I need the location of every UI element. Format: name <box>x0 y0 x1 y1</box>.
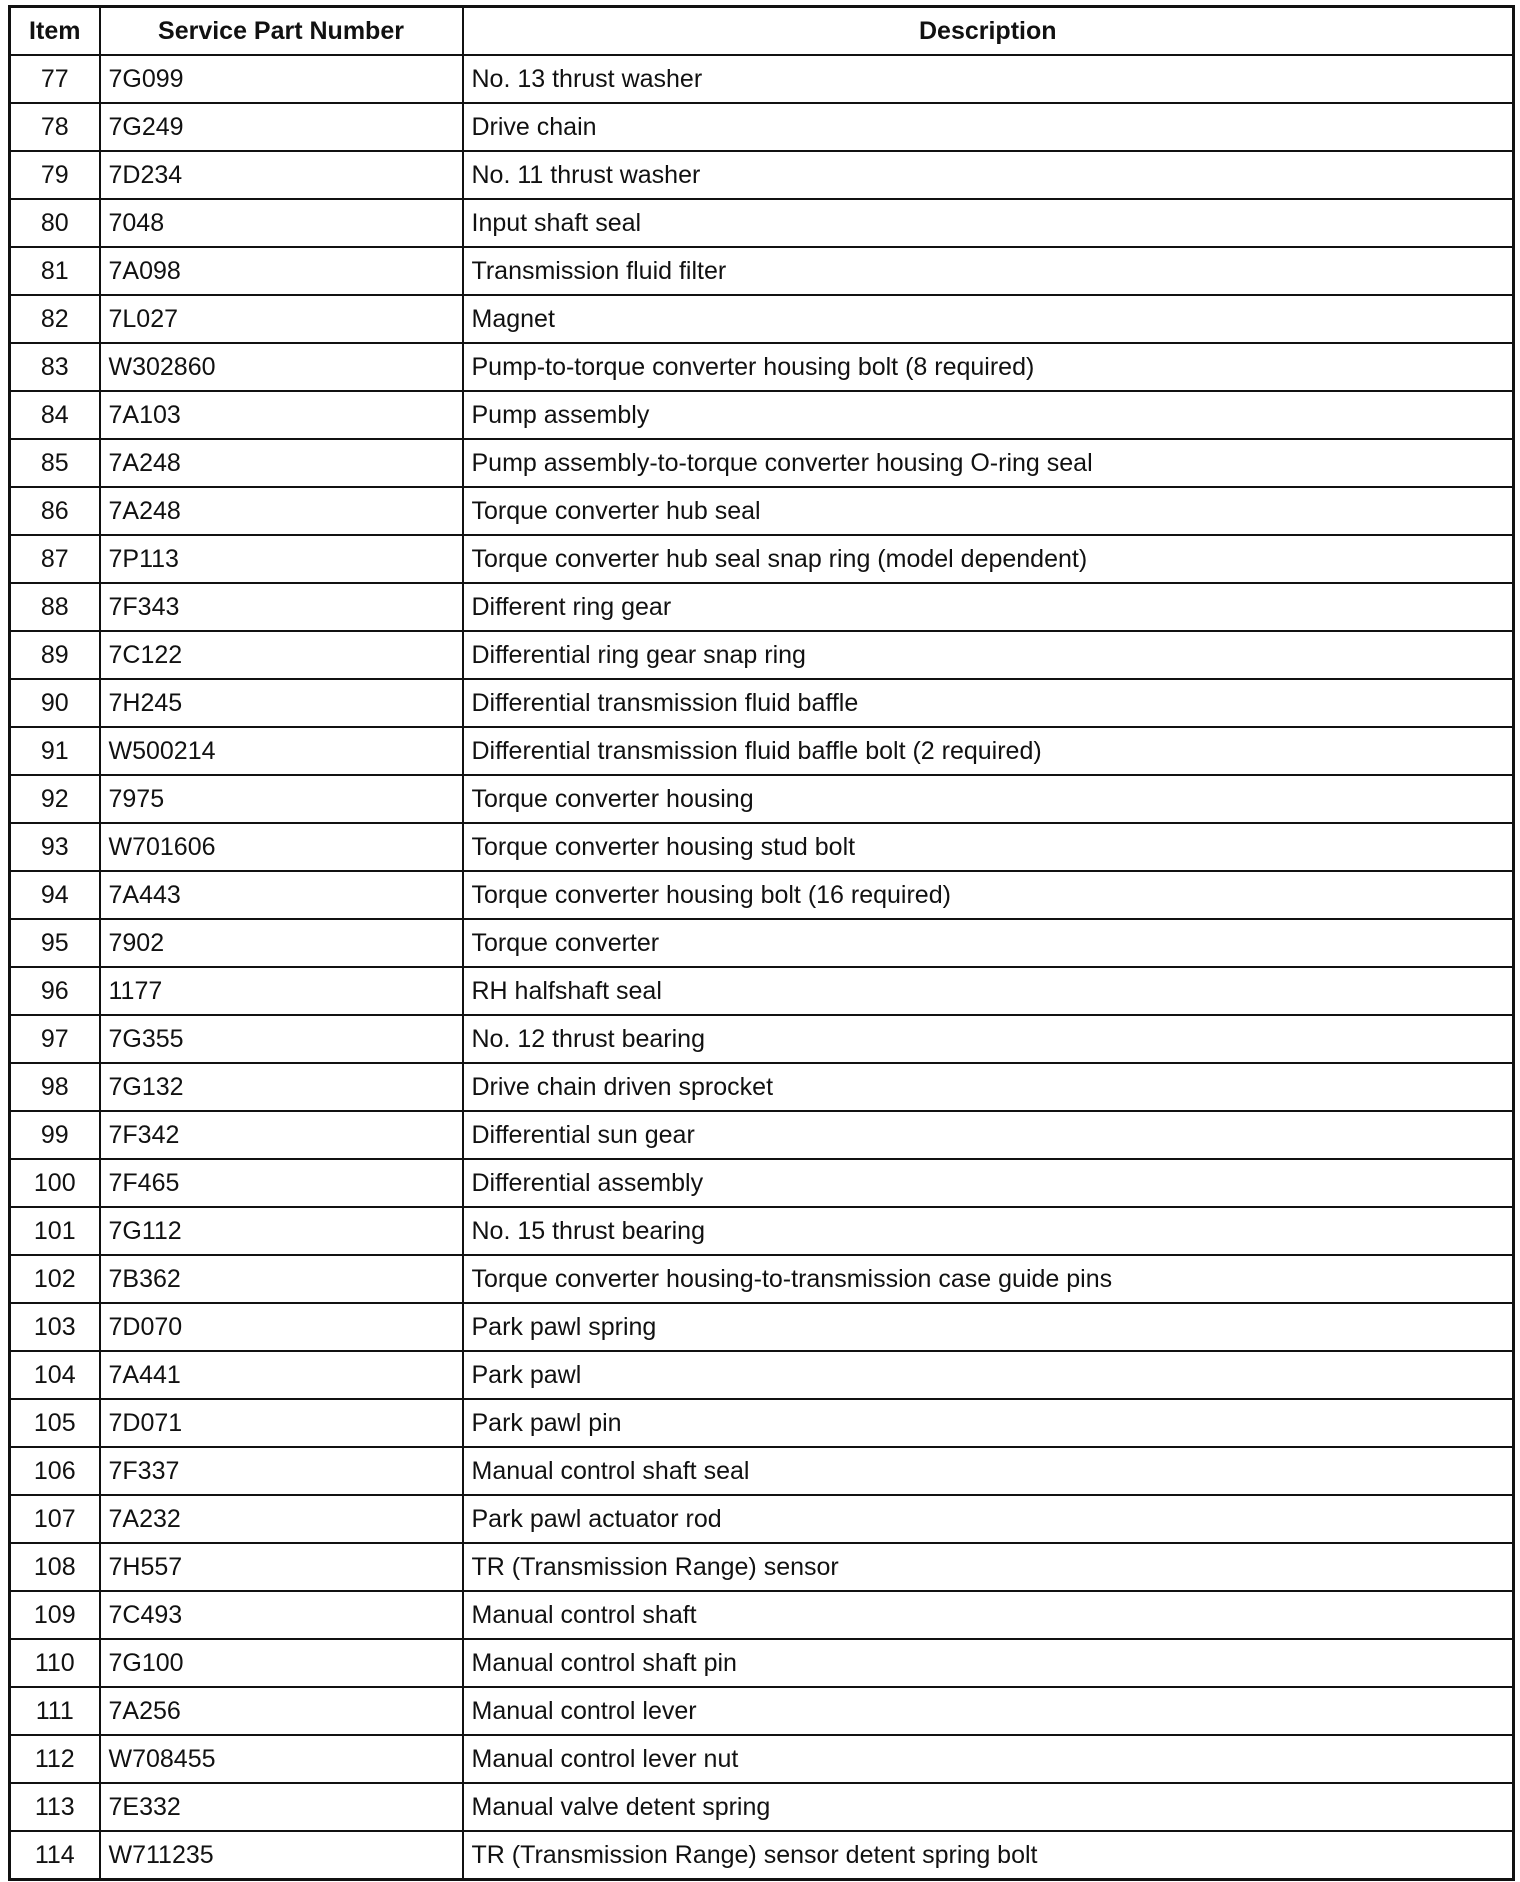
description-cell: No. 13 thrust washer <box>463 55 1514 103</box>
table-row <box>10 151 1514 199</box>
description-cell: Differential ring gear snap ring <box>463 631 1514 679</box>
part-number-cell: W701606 <box>100 823 463 871</box>
part-number-cell: 7F343 <box>100 583 463 631</box>
description-cell: Torque converter hub seal <box>463 487 1514 535</box>
description-cell: Differential assembly <box>463 1159 1514 1207</box>
part-number-cell: 7G099 <box>100 55 463 103</box>
item-cell: 91 <box>10 727 100 775</box>
item-cell: 110 <box>10 1639 100 1687</box>
part-number-cell: 7G100 <box>100 1639 463 1687</box>
description-cell: Drive chain <box>463 103 1514 151</box>
table-row <box>10 1447 1514 1495</box>
table-row <box>10 1639 1514 1687</box>
part-number-cell: 7G112 <box>100 1207 463 1255</box>
description-cell: Torque converter <box>463 919 1514 967</box>
table-row <box>10 679 1514 727</box>
item-cell: 107 <box>10 1495 100 1543</box>
item-cell: 111 <box>10 1687 100 1735</box>
table-row <box>10 583 1514 631</box>
part-number-cell: 7A441 <box>100 1351 463 1399</box>
item-cell: 106 <box>10 1447 100 1495</box>
item-cell: 77 <box>10 55 100 103</box>
part-number-cell: W302860 <box>100 343 463 391</box>
description-cell: Pump-to-torque converter housing bolt (8 required) <box>463 343 1514 391</box>
part-number-cell: 7A443 <box>100 871 463 919</box>
description-cell: Park pawl actuator rod <box>463 1495 1514 1543</box>
table-row <box>10 1495 1514 1543</box>
item-cell: 97 <box>10 1015 100 1063</box>
part-number-cell: 7A248 <box>100 487 463 535</box>
table-row <box>10 823 1514 871</box>
description-cell: Manual control lever nut <box>463 1735 1514 1783</box>
description-cell: TR (Transmission Range) sensor detent spring bolt <box>463 1831 1514 1880</box>
part-number-cell: 7A232 <box>100 1495 463 1543</box>
description-cell: No. 12 thrust bearing <box>463 1015 1514 1063</box>
table-row <box>10 1783 1514 1831</box>
table-row <box>10 631 1514 679</box>
table-row <box>10 1831 1514 1880</box>
description-cell: Torque converter housing bolt (16 required) <box>463 871 1514 919</box>
item-cell: 83 <box>10 343 100 391</box>
item-cell: 105 <box>10 1399 100 1447</box>
table-row <box>10 247 1514 295</box>
item-cell: 78 <box>10 103 100 151</box>
table-row <box>10 487 1514 535</box>
item-cell: 113 <box>10 1783 100 1831</box>
item-cell: 101 <box>10 1207 100 1255</box>
description-cell: Pump assembly-to-torque converter housing O-ring seal <box>463 439 1514 487</box>
item-cell: 86 <box>10 487 100 535</box>
part-number-cell: 1177 <box>100 967 463 1015</box>
item-cell: 79 <box>10 151 100 199</box>
description-cell: Manual control shaft <box>463 1591 1514 1639</box>
part-number-cell: W500214 <box>100 727 463 775</box>
table-row <box>10 199 1514 247</box>
part-number-cell: 7C493 <box>100 1591 463 1639</box>
part-number-cell: 7L027 <box>100 295 463 343</box>
item-cell: 103 <box>10 1303 100 1351</box>
item-cell: 95 <box>10 919 100 967</box>
item-cell: 108 <box>10 1543 100 1591</box>
part-number-cell: 7G249 <box>100 103 463 151</box>
part-number-cell: 7F342 <box>100 1111 463 1159</box>
item-cell: 80 <box>10 199 100 247</box>
part-number-cell: 7D070 <box>100 1303 463 1351</box>
table-body <box>10 55 1514 1880</box>
item-cell: 114 <box>10 1831 100 1880</box>
table-row <box>10 1063 1514 1111</box>
description-cell: Torque converter housing-to-transmission case guide pins <box>463 1255 1514 1303</box>
description-cell: Park pawl spring <box>463 1303 1514 1351</box>
part-number-cell: 7A256 <box>100 1687 463 1735</box>
description-cell: No. 15 thrust bearing <box>463 1207 1514 1255</box>
item-cell: 84 <box>10 391 100 439</box>
description-cell: Different ring gear <box>463 583 1514 631</box>
part-number-cell: 7P113 <box>100 535 463 583</box>
table-row <box>10 1303 1514 1351</box>
part-number-cell: W708455 <box>100 1735 463 1783</box>
description-cell: Manual control shaft pin <box>463 1639 1514 1687</box>
part-number-cell: 7B362 <box>100 1255 463 1303</box>
description-cell: Torque converter hub seal snap ring (model dependent) <box>463 535 1514 583</box>
table-row <box>10 1687 1514 1735</box>
item-cell: 85 <box>10 439 100 487</box>
table-row <box>10 1255 1514 1303</box>
table-row <box>10 775 1514 823</box>
description-cell: Differential sun gear <box>463 1111 1514 1159</box>
table-row <box>10 535 1514 583</box>
header-description: Description <box>463 7 1514 56</box>
item-cell: 92 <box>10 775 100 823</box>
table-row <box>10 1207 1514 1255</box>
item-cell: 96 <box>10 967 100 1015</box>
table-row <box>10 1399 1514 1447</box>
description-cell: Differential transmission fluid baffle <box>463 679 1514 727</box>
description-cell: Torque converter housing <box>463 775 1514 823</box>
table-row <box>10 391 1514 439</box>
table-row <box>10 439 1514 487</box>
table-row <box>10 1543 1514 1591</box>
item-cell: 94 <box>10 871 100 919</box>
item-cell: 88 <box>10 583 100 631</box>
item-cell: 99 <box>10 1111 100 1159</box>
part-number-cell: 7G132 <box>100 1063 463 1111</box>
part-number-cell: 7048 <box>100 199 463 247</box>
item-cell: 112 <box>10 1735 100 1783</box>
part-number-cell: W711235 <box>100 1831 463 1880</box>
table-row <box>10 343 1514 391</box>
parts-table <box>8 5 1515 1881</box>
part-number-cell: 7A098 <box>100 247 463 295</box>
item-cell: 89 <box>10 631 100 679</box>
item-cell: 104 <box>10 1351 100 1399</box>
item-cell: 90 <box>10 679 100 727</box>
description-cell: Park pawl <box>463 1351 1514 1399</box>
description-cell: Manual control shaft seal <box>463 1447 1514 1495</box>
description-cell: TR (Transmission Range) sensor <box>463 1543 1514 1591</box>
description-cell: Torque converter housing stud bolt <box>463 823 1514 871</box>
header-item: Item <box>10 7 100 56</box>
part-number-cell: 7D071 <box>100 1399 463 1447</box>
table-row <box>10 727 1514 775</box>
description-cell: Manual control lever <box>463 1687 1514 1735</box>
table-row <box>10 103 1514 151</box>
part-number-cell: 7G355 <box>100 1015 463 1063</box>
part-number-cell: 7975 <box>100 775 463 823</box>
description-cell: Drive chain driven sprocket <box>463 1063 1514 1111</box>
table-row <box>10 871 1514 919</box>
part-number-cell: 7C122 <box>100 631 463 679</box>
item-cell: 100 <box>10 1159 100 1207</box>
item-cell: 82 <box>10 295 100 343</box>
part-number-cell: 7F337 <box>100 1447 463 1495</box>
item-cell: 87 <box>10 535 100 583</box>
description-cell: Differential transmission fluid baffle bolt (2 required) <box>463 727 1514 775</box>
table-row <box>10 1159 1514 1207</box>
part-number-cell: 7A103 <box>100 391 463 439</box>
part-number-cell: 7E332 <box>100 1783 463 1831</box>
item-cell: 81 <box>10 247 100 295</box>
description-cell: Input shaft seal <box>463 199 1514 247</box>
table-row <box>10 1015 1514 1063</box>
item-cell: 93 <box>10 823 100 871</box>
item-cell: 102 <box>10 1255 100 1303</box>
table-row <box>10 919 1514 967</box>
description-cell: Manual valve detent spring <box>463 1783 1514 1831</box>
table-row <box>10 1111 1514 1159</box>
item-cell: 109 <box>10 1591 100 1639</box>
part-number-cell: 7D234 <box>100 151 463 199</box>
table-row <box>10 1351 1514 1399</box>
description-cell: Park pawl pin <box>463 1399 1514 1447</box>
table-row <box>10 1591 1514 1639</box>
part-number-cell: 7F465 <box>100 1159 463 1207</box>
item-cell: 98 <box>10 1063 100 1111</box>
part-number-cell: 7902 <box>100 919 463 967</box>
table-row <box>10 295 1514 343</box>
table-header-row <box>10 7 1514 56</box>
part-number-cell: 7A248 <box>100 439 463 487</box>
description-cell: Transmission fluid filter <box>463 247 1514 295</box>
table-row <box>10 1735 1514 1783</box>
description-cell: No. 11 thrust washer <box>463 151 1514 199</box>
part-number-cell: 7H245 <box>100 679 463 727</box>
table-row <box>10 967 1514 1015</box>
description-cell: RH halfshaft seal <box>463 967 1514 1015</box>
header-service-part-number: Service Part Number <box>100 7 463 56</box>
part-number-cell: 7H557 <box>100 1543 463 1591</box>
table-row <box>10 55 1514 103</box>
description-cell: Magnet <box>463 295 1514 343</box>
description-cell: Pump assembly <box>463 391 1514 439</box>
